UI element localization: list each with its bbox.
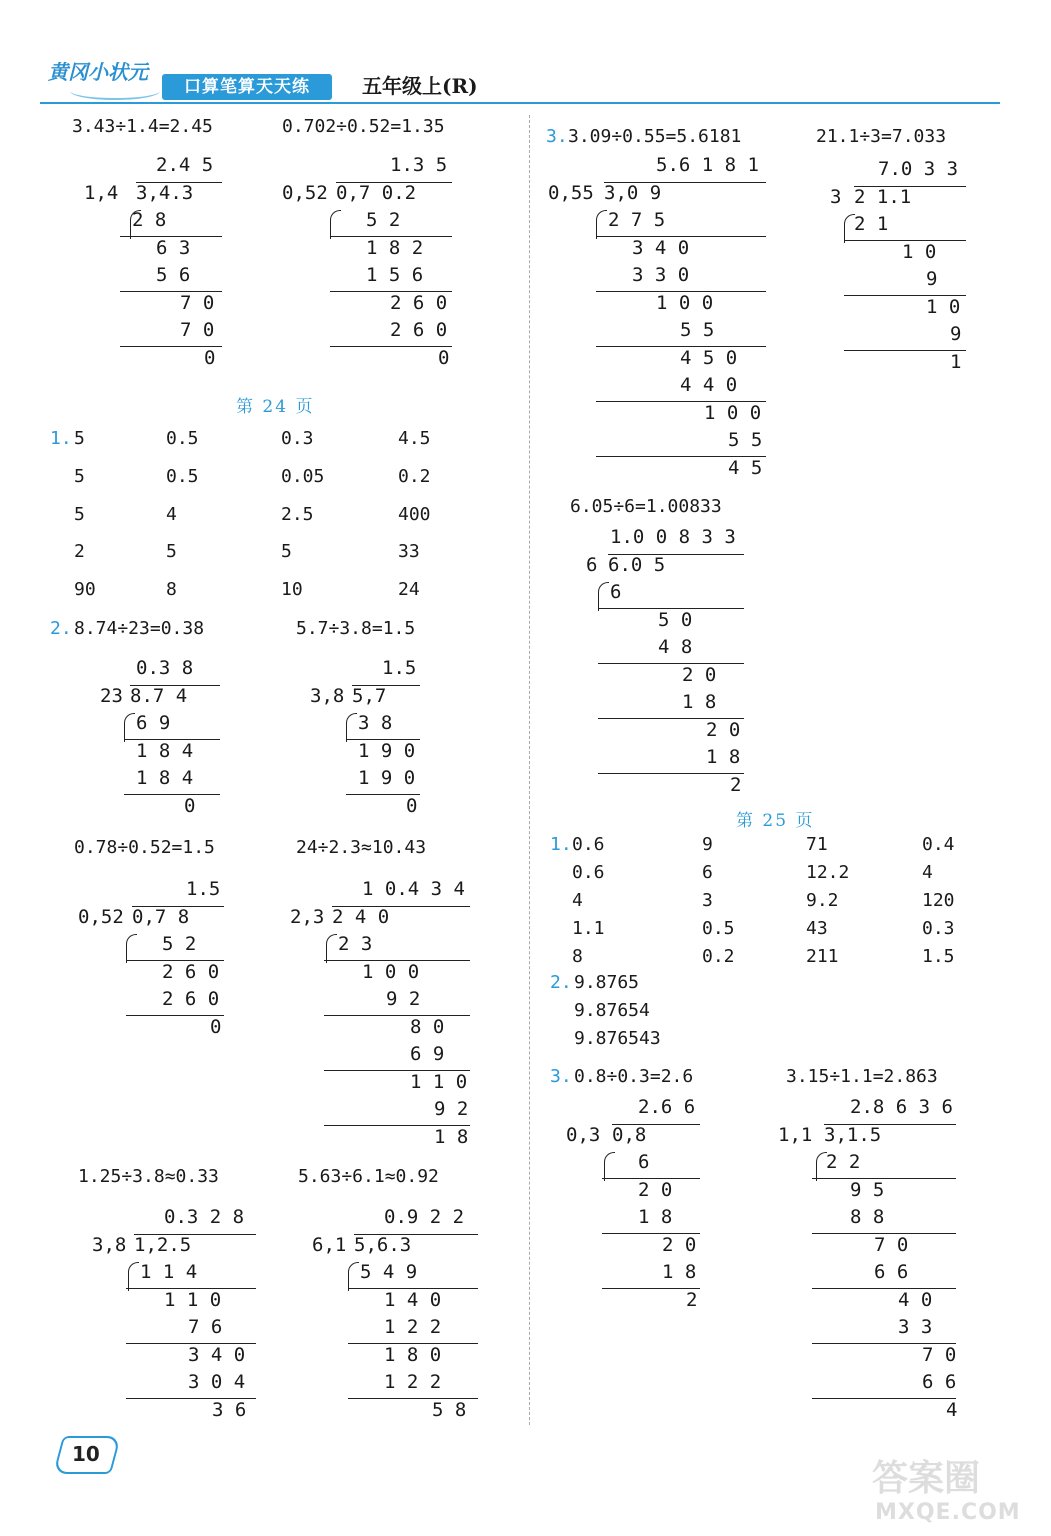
section-heading-p25: 第 25 页 [736,811,815,831]
step: 4 8 [658,636,693,658]
divisor: 3 [830,185,842,208]
dividend: 2 4 0 [332,905,390,928]
step: 2 0 [706,718,741,741]
long-division-c2 [310,655,425,820]
divisor: 3,8 [92,1233,127,1256]
step: 1 0 0 [362,960,420,983]
step: 2 6 0 [162,988,220,1010]
quotient: 1 0.4 3 4 [362,878,465,900]
step: 0 [438,346,450,369]
step: 1 2 2 [384,1371,442,1393]
long-division-a2 [282,152,457,372]
step: 2 2 [826,1151,861,1173]
step: 2 3 [338,933,373,955]
question-number: 1. [550,834,572,855]
equation-c6: 5.63÷6.1≈0.92 [298,1166,439,1187]
step: 5 6 [156,264,191,286]
long-division-a1 [84,152,224,372]
step: 1 0 0 [656,291,714,314]
step: 1 8 [638,1206,673,1228]
step: 2 6 0 [390,291,448,314]
quotient: 1.5 [382,657,417,679]
dividend: 0,7 8 [132,905,190,928]
step: 5 4 9 [360,1261,418,1283]
step: 1 0 [902,240,937,263]
section-heading-p24: 第 24 页 [236,397,315,417]
step: 0 [184,794,196,817]
column-divider [529,115,530,1425]
grade-label: 五年级上(R) [362,74,478,98]
step: 1 1 0 [410,1070,468,1093]
divisor: 0,55 [548,181,594,204]
dividend: 0,8 [612,1123,647,1146]
long-division-b1 [548,152,773,482]
step: 7 6 [188,1316,223,1338]
long-division-c3 [78,876,228,1041]
step: 2 0 [662,1233,697,1256]
step: 2 0 [682,663,717,686]
quotient: 5.6 1 8 1 [656,154,759,176]
brand-logo: 黄冈小状元 [48,60,148,84]
step: 6 [610,581,622,603]
equation-a1: 3.43÷1.4=2.45 [72,116,213,137]
divisor: 0,52 [282,181,328,204]
watermark-url: MXQE.COM [875,1500,1021,1525]
dividend: 1,2.5 [134,1233,192,1256]
dividend: 8.7 4 [130,684,188,707]
step: 0 [210,1015,222,1038]
divisor: 0,3 [566,1123,601,1146]
step: 4 5 [728,456,763,479]
quotient: 0.3 2 8 [164,1206,245,1228]
step: 2 1 [854,213,889,235]
step: 6 9 [136,712,171,734]
step: 3 8 [358,712,393,734]
answer-line: 9.8765 [574,972,640,993]
step: 1 8 [662,1261,697,1283]
step: 3 4 0 [188,1343,246,1366]
step: 0 [204,346,216,369]
step: 1 1 0 [164,1288,222,1311]
step: 0 [406,794,418,817]
step: 3 0 4 [188,1371,246,1393]
step: 6 6 [874,1261,909,1283]
long-division-c6 [312,1204,482,1424]
step: 4 0 [898,1288,933,1311]
dividend: 5,7 [352,684,387,707]
watermark-logo: 答案圈 [872,1458,981,1499]
step: 4 4 0 [680,374,738,396]
series-badge: 口算笔算天天练 [162,74,332,100]
step: 5 5 [680,319,715,341]
step: 1 8 [706,746,741,768]
long-division-c5 [92,1204,262,1424]
dividend: 6.0 5 [608,553,666,576]
step: 1 1 4 [140,1261,198,1283]
step: 1 0 [926,295,961,318]
divisor: 6,1 [312,1233,347,1256]
long-division-c1 [100,655,230,820]
answer-line: 9.876543 [574,1028,661,1049]
quotient: 0.3 8 [136,657,194,679]
step: 9 2 [434,1098,469,1120]
divisor: 0,52 [78,905,124,928]
answer-line: 9.87654 [574,1000,650,1021]
step: 2 6 0 [390,319,448,341]
step: 1 2 2 [384,1316,442,1338]
divisor: 2,3 [290,905,325,928]
dividend: 5,6.3 [354,1233,412,1256]
equation-b1: 3.09÷0.55=5.6181 [568,126,742,147]
question-number: 3. [546,126,568,147]
long-division-b2 [830,156,975,376]
step: 1 8 4 [136,739,194,762]
equation-b2: 21.1÷3=7.033 [816,126,947,147]
header-rule [40,102,1000,104]
step: 1 8 [434,1125,469,1148]
long-division-b3 [586,524,751,799]
step: 3 6 [212,1398,247,1421]
step: 7 0 [874,1233,909,1256]
equation-b3: 6.05÷6=1.00833 [570,496,722,517]
step: 4 [946,1398,958,1421]
long-division-d1 [566,1094,706,1314]
quotient: 2.8 6 3 6 [850,1096,953,1118]
step: 5 2 [366,209,401,231]
step: 8 8 [850,1206,885,1228]
equation-c4: 24÷2.3≈10.43 [296,837,427,858]
dividend: 3,1.5 [824,1123,882,1146]
step: 2 [730,773,742,796]
step: 9 5 [850,1178,885,1201]
step: 6 3 [156,236,191,259]
answer-grid-p25: 0.6 9 71 0.4 0.6 6 12.2 4 4 3 9.2 120 1.1 0.5 43 0.3 8 0.2 211 1.5 [572,833,955,967]
equation-a2: 0.702÷0.52=1.35 [282,116,445,137]
step: 1 0 0 [704,401,762,424]
quotient: 2.4 5 [156,154,214,176]
step: 1 9 0 [358,767,416,789]
step: 8 0 [410,1015,445,1038]
step: 1 8 2 [366,236,424,259]
step: 7 0 [180,319,215,341]
logo-swoosh [70,82,160,100]
divisor: 3,8 [310,684,345,707]
step: 1 [950,350,962,373]
equation-d2: 3.15÷1.1=2.863 [786,1066,938,1087]
dividend: 2 1.1 [854,185,912,208]
dividend: 0,7 0.2 [336,181,417,204]
quotient: 2.6 6 [638,1096,696,1118]
step: 2 0 [638,1178,673,1201]
step: 3 3 [898,1316,933,1338]
step: 2 7 5 [608,209,666,231]
dividend: 3,4.3 [136,181,194,204]
step: 9 2 [386,988,421,1010]
step: 1 5 6 [366,264,424,286]
question-number: 3. [550,1066,572,1087]
question-number: 1. [50,428,72,449]
step: 1 8 [682,691,717,713]
step: 2 6 0 [162,960,220,983]
quotient: 0.9 2 2 [384,1206,465,1228]
step: 5 0 [658,608,693,631]
equation-c2: 5.7÷3.8=1.5 [296,618,416,639]
step: 6 6 [922,1371,957,1393]
quotient: 7.0 3 3 [878,158,959,180]
equation-c1: 8.74÷23=0.38 [74,618,205,639]
step: 5 5 [728,429,763,451]
dividend: 3,0 9 [604,181,662,204]
step: 5 8 [432,1398,467,1421]
quotient: 1.3 5 [390,154,448,176]
step: 6 [638,1151,650,1173]
divisor: 1,4 [84,181,119,204]
step: 2 8 [132,209,167,231]
divisor: 6 [586,553,598,576]
step: 4 5 0 [680,346,738,369]
equation-c5: 1.25÷3.8≈0.33 [78,1166,219,1187]
step: 1 9 0 [358,739,416,762]
step: 6 9 [410,1043,445,1065]
step: 7 0 [180,291,215,314]
quotient: 1.5 [186,878,221,900]
question-number: 2. [50,618,72,639]
step: 3 4 0 [632,236,690,259]
divisor: 23 [100,684,123,707]
step: 1 8 4 [136,767,194,789]
quotient: 1.0 0 8 3 3 [610,526,736,548]
step: 9 [926,268,938,290]
equation-c3: 0.78÷0.52=1.5 [74,837,215,858]
step: 2 [686,1288,698,1311]
answer-grid-p24: 5 0.5 0.3 4.5 5 0.5 0.05 0.2 5 4 2.5 400 2 5 5 33 90 8 10 24 [74,428,431,601]
long-division-d2 [778,1094,963,1424]
equation-d1: 0.8÷0.3=2.6 [574,1066,694,1087]
step: 7 0 [922,1343,957,1366]
page-number: 10 [58,1430,114,1474]
long-division-c4 [290,876,475,1151]
question-number: 2. [550,972,572,993]
step: 9 [950,323,962,345]
divisor: 1,1 [778,1123,813,1146]
step: 5 2 [162,933,197,955]
step: 3 3 0 [632,264,690,286]
step: 1 4 0 [384,1288,442,1311]
step: 1 8 0 [384,1343,442,1366]
